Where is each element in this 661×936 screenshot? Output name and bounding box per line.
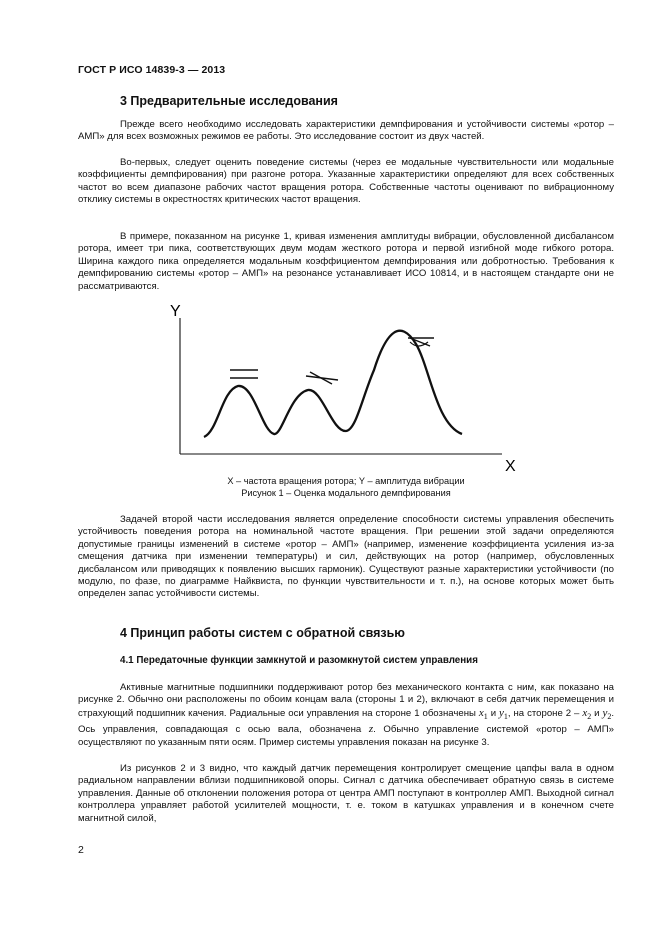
section-3-paragraph-2: Во-первых, следует оценить поведение системы (через ее модальные чувствительности или модальные коэффициенты демпфирования) при разгоне ротора. Указанные характеристики определяют для всех собственных частот во всем диапазоне рабочих частот вращения ротора. Собственные частоты оценивают по вибрационному отклику системы в окрестностях критических частот вращения. — [78, 157, 614, 206]
var-z: z — [368, 723, 374, 736]
x-axis-label: X — [505, 458, 516, 475]
section-3-paragraph-4: Задачей второй части исследования является определение способности системы управления обеспечить устойчивость поведения ротора на номинальной частоте вращения. При решении этой задачи определяются допустимые границы изменений в системе «ротор – АМП» (например, изменение коэффициента усиления из-за смещения датчика при изменении температуры) и сил, действующих на ротор (например, обусловленных дисбалансом или приводящих к появлению высших гармоник). Существуют разные характеристики устойчивости (по модулю, по фазе, по диаграмме Найквиста, по функции чувствительности и т. п.), на основе которых может быть определен запас устойчивости системы. — [78, 514, 614, 600]
section-3-paragraph-3: В примере, показанном на рисунке 1, кривая изменения амплитуды вибрации, обусловленной дисбалансом ротора, имеет три пика, соответствующих двум модам жесткого ротора и первой изгибной моде гибкого ротора. Ширина каждого пика определяется модальным коэффициентом демпфирования или добротностью. Требования к демпфированию системы «ротор – АМП» на резонансе устанавливает ИСО 10814, и в настоящем стандарте они не рассматриваются. — [78, 231, 614, 292]
var-x2: $x_2$ — [582, 706, 592, 721]
var-y2: $y_2$ — [602, 706, 612, 721]
figure-1-resonance-curve — [160, 298, 530, 478]
page-number: 2 — [78, 844, 84, 856]
section-3-heading: 3 Предварительные исследования — [120, 94, 338, 108]
section-4-heading: 4 Принцип работы систем с обратной связью — [120, 626, 405, 640]
section-4-paragraph-1: Активные магнитные подшипники поддерживают ротор без механического контакта с ним, как показано на рисунке 2. Обычно они расположены по обоим концам вала (стороны 1 и 2), включают в себя датчик перемещения и страхующий подшипник качения. Радиальные оси управления на стороне 1 обозначены $x_1$ и $y_1$, на стороне $2 - x_2$ и $y_2$. Ось управления, совпадающая с осью вала, обозначена z. Обычно управление системой «ротор – АМП» осуществляют по указанным пяти осям. Пример системы управления показан на рисунке 3. — [78, 682, 615, 748]
y-axis-label: Y — [170, 303, 181, 320]
section-3-paragraph-1: Прежде всего необходимо исследовать характеристики демпфирования и устойчивости системы «ротор – АМП» для всех возможных режимов ее работы. Это исследование состоит из двух частей. — [78, 119, 614, 143]
figure-1-caption: Рисунок 1 – Оценка модального демпфирования — [241, 488, 451, 498]
figure-1-legend: X – частота вращения ротора; Y – амплитуда вибрации — [227, 476, 465, 486]
document-code: ГОСТ Р ИСО 14839-3 — 2013 — [78, 64, 226, 76]
var-y1: $y_1$ — [499, 706, 508, 721]
var-x1: $x_1$ — [478, 706, 488, 721]
amplitude-curve — [204, 331, 462, 437]
section-4-paragraph-2: Из рисунков 2 и 3 видно, что каждый датчик перемещения контролирует смещение цапфы вала в одном радиальном направлении вблизи подшипниковой опоры. Сигнал с датчика обеспечивает обратную связь в системе управления. Данные об отклонении положения ротора от центра АМП поступают в контроллер АМП. Выходной сигнал контроллера управляет работой усилителей мощности, т. е. током в катушках управления и в конечном счете магнитной силой, — [78, 763, 614, 824]
peak-3-marker-cap — [410, 342, 428, 346]
subsection-4-1-heading: 4.1 Передаточные функции замкнутой и разомкнутой систем управления — [120, 655, 478, 666]
peak-2-marker-line-2 — [310, 372, 332, 384]
